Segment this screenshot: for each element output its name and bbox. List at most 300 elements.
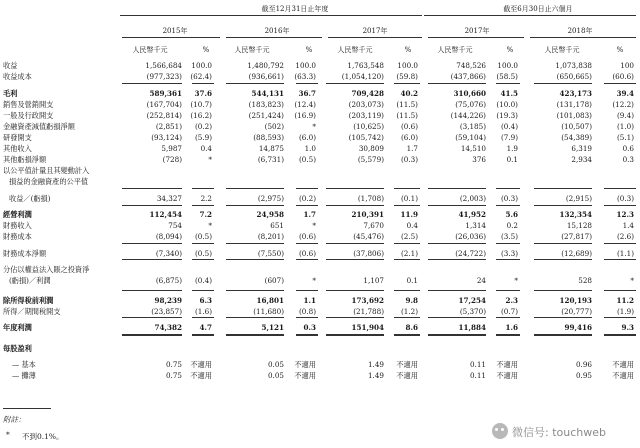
row-cell: 0.05 bbox=[267, 360, 284, 369]
row-cell: (0.6) bbox=[400, 122, 418, 131]
subtotal-rule bbox=[296, 83, 318, 84]
row-cell: 2,934 bbox=[571, 155, 592, 164]
row-cell: * bbox=[312, 122, 316, 131]
subtotal-rule bbox=[604, 317, 636, 318]
row-cell: (252,814) bbox=[146, 111, 182, 120]
subtotal-rule bbox=[496, 243, 520, 244]
row-cell: (144,226) bbox=[450, 111, 486, 120]
table-row bbox=[0, 220, 640, 231]
row-cell: (11.5) bbox=[396, 100, 418, 109]
row-cell: 24,958 bbox=[256, 210, 284, 219]
row-cell: * bbox=[208, 221, 212, 230]
table-row bbox=[0, 143, 640, 154]
subtotal-rule bbox=[428, 243, 486, 244]
table-row bbox=[0, 71, 640, 82]
table-row bbox=[0, 295, 640, 306]
row-label: 收益／(虧損) bbox=[9, 194, 51, 203]
subtotal-rule bbox=[496, 259, 520, 260]
row-cell: 不適用 bbox=[190, 360, 212, 369]
subtotal-rule bbox=[122, 290, 182, 291]
row-cell: (58.5) bbox=[496, 72, 518, 81]
row-cell: 不適用 bbox=[496, 371, 518, 380]
row-cell: 1.4 bbox=[622, 221, 634, 230]
subtotal-rule bbox=[226, 243, 284, 244]
table-row bbox=[0, 343, 640, 354]
row-cell: 1.7 bbox=[406, 144, 418, 153]
row-cell: 1.9 bbox=[506, 144, 518, 153]
subtotal-rule bbox=[428, 290, 486, 291]
row-cell: (203,119) bbox=[348, 111, 384, 120]
header-half-2017: 2017年 bbox=[464, 27, 490, 35]
subtotal-rule bbox=[428, 188, 486, 189]
table-row bbox=[0, 275, 640, 286]
subtotal-rule bbox=[394, 317, 420, 318]
subtotal-rule bbox=[534, 317, 592, 318]
row-cell: (21,788) bbox=[353, 307, 384, 316]
row-label: 收益成本 bbox=[3, 72, 32, 81]
row-cell: (0.3) bbox=[400, 155, 418, 164]
row-label: 年度利潤 bbox=[3, 323, 32, 332]
row-cell: 不適用 bbox=[294, 360, 316, 369]
table-row bbox=[0, 306, 640, 317]
subtotal-rule bbox=[192, 259, 214, 260]
subtotal-rule bbox=[326, 205, 384, 206]
row-label: 財務成本淨額 bbox=[3, 249, 47, 258]
table-row bbox=[0, 88, 640, 99]
row-label: 金融資產減值虧損淨額 bbox=[3, 122, 75, 131]
row-cell: 98,239 bbox=[154, 296, 182, 305]
subtotal-rule bbox=[226, 205, 284, 206]
unit-rmb-2017: 人民幣千元 bbox=[337, 46, 373, 54]
row-label: 經營利潤 bbox=[3, 210, 32, 219]
unit-pct-h2017: % bbox=[506, 46, 514, 54]
row-cell: 1,314 bbox=[465, 221, 486, 230]
row-cell: 15,128 bbox=[566, 221, 592, 230]
unit-pct-2016: % bbox=[305, 46, 313, 54]
row-cell: (16.2) bbox=[190, 111, 212, 120]
row-cell: 0.6 bbox=[622, 144, 634, 153]
row-cell: (27,817) bbox=[561, 232, 592, 241]
row-cell: 651 bbox=[270, 221, 284, 230]
row-cell: 120,193 bbox=[559, 296, 592, 305]
row-cell: (93,124) bbox=[151, 133, 182, 142]
row-cell: 不適用 bbox=[496, 360, 518, 369]
row-cell: 不適用 bbox=[396, 360, 418, 369]
subtotal-rule bbox=[296, 188, 318, 189]
row-cell: (167,704) bbox=[146, 100, 182, 109]
row-cell: (3.3) bbox=[500, 249, 518, 258]
row-label: 以公平值計量且其變動計入 bbox=[3, 166, 90, 175]
subtotal-rule bbox=[192, 205, 214, 206]
row-label: — 攤薄 bbox=[12, 371, 36, 380]
subtotal-rule bbox=[534, 205, 592, 206]
row-label: (虧損)／利潤 bbox=[9, 276, 51, 285]
subtotal-rule bbox=[394, 259, 420, 260]
row-cell: (0.8) bbox=[298, 307, 316, 316]
table-row bbox=[0, 248, 640, 259]
subtotal-rule bbox=[296, 243, 318, 244]
row-cell: (437,866) bbox=[450, 72, 486, 81]
row-cell: (7,340) bbox=[155, 249, 182, 258]
unit-rmb-h2018: 人民幣千元 bbox=[544, 46, 580, 54]
unit-rmb-2015: 人民幣千元 bbox=[132, 46, 168, 54]
row-label: 財務成本 bbox=[3, 232, 32, 241]
row-cell: 41,952 bbox=[458, 210, 486, 219]
row-cell: 100.0 bbox=[295, 61, 316, 70]
row-label: 研發開支 bbox=[3, 133, 32, 142]
row-cell: 6,319 bbox=[571, 144, 592, 153]
header-annual-group: 截至12月31日止年度 bbox=[261, 5, 329, 13]
subtotal-rule bbox=[296, 317, 318, 318]
subtotal-rule bbox=[122, 317, 182, 318]
row-cell: (20,777) bbox=[561, 307, 592, 316]
row-cell: (45,476) bbox=[353, 232, 384, 241]
row-cell: 不適用 bbox=[396, 371, 418, 380]
row-cell: (1,708) bbox=[357, 194, 384, 203]
unit-rmb-2016: 人民幣千元 bbox=[234, 46, 270, 54]
row-cell: (203,073) bbox=[348, 100, 384, 109]
row-cell: 9.8 bbox=[405, 296, 418, 305]
row-cell: 34,327 bbox=[156, 194, 182, 203]
row-cell: (26,036) bbox=[455, 232, 486, 241]
row-cell: (10.7) bbox=[190, 100, 212, 109]
row-cell: (105,742) bbox=[348, 133, 384, 142]
row-cell: 0.11 bbox=[469, 371, 486, 380]
row-cell: 39.4 bbox=[616, 89, 634, 98]
row-cell: (0.1) bbox=[400, 194, 418, 203]
subtotal-rule bbox=[122, 205, 182, 206]
row-cell: 544,131 bbox=[251, 89, 284, 98]
row-label: 分佔以權益法入賬之投資淨 bbox=[3, 265, 90, 274]
table-row bbox=[0, 132, 640, 143]
row-cell: (88,593) bbox=[253, 133, 284, 142]
row-cell: 0.75 bbox=[165, 360, 182, 369]
row-cell: (10.0) bbox=[496, 100, 518, 109]
subtotal-rule bbox=[496, 83, 520, 84]
subtotal-rule bbox=[428, 334, 486, 336]
row-label: — 基本 bbox=[12, 360, 36, 369]
year-rule-h2018 bbox=[530, 37, 636, 38]
subtotal-rule bbox=[192, 243, 214, 244]
row-cell: (0.5) bbox=[298, 155, 316, 164]
row-cell: (24,722) bbox=[455, 249, 486, 258]
row-cell: 不適用 bbox=[612, 360, 634, 369]
row-cell: 1,107 bbox=[363, 276, 384, 285]
row-cell: 0.11 bbox=[469, 360, 486, 369]
subtotal-rule bbox=[394, 334, 420, 336]
row-cell: (2,851) bbox=[155, 122, 182, 131]
row-cell: 0.4 bbox=[406, 221, 418, 230]
subtotal-rule bbox=[192, 334, 214, 336]
row-cell: (6.0) bbox=[400, 133, 418, 142]
row-cell: (251,424) bbox=[248, 111, 284, 120]
row-cell: 1.6 bbox=[505, 323, 518, 332]
row-cell: (1.2) bbox=[400, 307, 418, 316]
subtotal-rule bbox=[326, 188, 384, 189]
row-cell: 5,121 bbox=[261, 323, 284, 332]
row-cell: 9.3 bbox=[621, 323, 634, 332]
row-cell: 7.2 bbox=[199, 210, 212, 219]
row-cell: (19.3) bbox=[496, 111, 518, 120]
row-cell: 17,254 bbox=[458, 296, 486, 305]
header-halfyear-rule bbox=[424, 15, 636, 16]
subtotal-rule bbox=[226, 317, 284, 318]
subtotal-rule bbox=[394, 243, 420, 244]
row-label: 其他虧損淨額 bbox=[3, 155, 47, 164]
subtotal-rule bbox=[226, 334, 284, 336]
row-cell: (0.6) bbox=[298, 232, 316, 241]
subtotal-rule bbox=[394, 188, 420, 189]
row-cell: (0.6) bbox=[298, 249, 316, 258]
row-cell: 24 bbox=[476, 276, 486, 285]
row-cell: 6.3 bbox=[199, 296, 212, 305]
row-cell: (0.3) bbox=[500, 194, 518, 203]
row-cell: 748,526 bbox=[456, 61, 486, 70]
row-cell: (10,507) bbox=[561, 122, 592, 131]
table-row bbox=[0, 264, 640, 275]
row-cell: (2.5) bbox=[400, 232, 418, 241]
row-cell: 0.3 bbox=[622, 155, 634, 164]
row-cell: (936,661) bbox=[248, 72, 284, 81]
row-cell: 528 bbox=[578, 276, 592, 285]
subtotal-rule bbox=[428, 205, 486, 206]
subtotal-rule bbox=[192, 290, 214, 291]
subtotal-rule bbox=[326, 243, 384, 244]
subtotal-rule bbox=[296, 290, 318, 291]
row-label: 財務收入 bbox=[3, 221, 32, 230]
subtotal-rule bbox=[496, 290, 520, 291]
unit-pct-h2018: % bbox=[616, 46, 624, 54]
footnote-text: 不到0.1%。 bbox=[22, 432, 64, 441]
subtotal-rule bbox=[604, 205, 636, 206]
table-row bbox=[0, 231, 640, 242]
table-row bbox=[0, 121, 640, 132]
row-cell: 100.0 bbox=[191, 61, 212, 70]
year-rule-2016 bbox=[226, 37, 322, 38]
subtotal-rule bbox=[326, 290, 384, 291]
row-cell: (16.9) bbox=[294, 111, 316, 120]
row-cell: 0.05 bbox=[267, 371, 284, 380]
row-cell: (2,915) bbox=[565, 194, 592, 203]
row-cell: (8,201) bbox=[257, 232, 284, 241]
row-cell: (2,975) bbox=[257, 194, 284, 203]
row-cell: (75,076) bbox=[455, 100, 486, 109]
row-cell: 1,763,548 bbox=[347, 61, 384, 70]
subtotal-rule bbox=[604, 259, 636, 260]
subtotal-rule bbox=[604, 290, 636, 291]
row-label: 損益的金融資產的公平值 bbox=[9, 177, 89, 186]
row-cell: (0.2) bbox=[298, 194, 316, 203]
row-cell: (12.4) bbox=[294, 100, 316, 109]
row-cell: * bbox=[312, 276, 316, 285]
row-cell: 0.4 bbox=[200, 144, 212, 153]
row-cell: 1,073,838 bbox=[555, 61, 592, 70]
subtotal-rule bbox=[428, 83, 486, 84]
row-cell: 0.2 bbox=[506, 221, 518, 230]
row-cell: 709,428 bbox=[351, 89, 384, 98]
row-cell: 100.0 bbox=[397, 61, 418, 70]
subtotal-rule bbox=[534, 188, 592, 189]
row-cell: 1.49 bbox=[367, 360, 384, 369]
row-cell: 0.1 bbox=[506, 155, 518, 164]
subtotal-rule bbox=[604, 334, 636, 336]
subtotal-rule bbox=[122, 334, 182, 336]
row-cell: (502) bbox=[264, 122, 284, 131]
watermark-text: 微信号: touchweb bbox=[512, 426, 606, 439]
row-cell: 1.1 bbox=[303, 296, 316, 305]
subtotal-rule bbox=[122, 188, 182, 189]
row-cell: (7.9) bbox=[500, 133, 518, 142]
row-cell: (23,857) bbox=[151, 307, 182, 316]
row-cell: 5.6 bbox=[505, 210, 518, 219]
row-cell: (2.1) bbox=[400, 249, 418, 258]
subtotal-rule bbox=[496, 317, 520, 318]
table-row bbox=[0, 60, 640, 71]
row-cell: 0.75 bbox=[165, 371, 182, 380]
row-cell: (6,731) bbox=[257, 155, 284, 164]
row-cell: 173,692 bbox=[351, 296, 384, 305]
row-cell: 74,382 bbox=[154, 323, 182, 332]
row-cell: (1,054,120) bbox=[341, 72, 384, 81]
row-cell: 2.3 bbox=[505, 296, 518, 305]
subtotal-rule bbox=[534, 243, 592, 244]
row-cell: (9.4) bbox=[616, 111, 634, 120]
subtotal-rule bbox=[226, 188, 284, 189]
row-cell: 589,361 bbox=[149, 89, 182, 98]
subtotal-rule bbox=[496, 205, 520, 206]
table-row bbox=[0, 359, 640, 370]
row-cell: 423,173 bbox=[559, 89, 592, 98]
subtotal-rule bbox=[192, 83, 214, 84]
row-cell: 41.5 bbox=[500, 89, 518, 98]
row-cell: (60.6) bbox=[612, 72, 634, 81]
row-cell: (0.4) bbox=[194, 276, 212, 285]
subtotal-rule bbox=[394, 290, 420, 291]
row-cell: * bbox=[514, 276, 518, 285]
row-cell: (5,370) bbox=[459, 307, 486, 316]
row-cell: (10,625) bbox=[353, 122, 384, 131]
row-label: 其他收入 bbox=[3, 144, 32, 153]
row-cell: (63.3) bbox=[294, 72, 316, 81]
subtotal-rule bbox=[496, 334, 520, 336]
subtotal-rule bbox=[326, 334, 384, 336]
unit-pct-2017: % bbox=[404, 46, 412, 54]
row-cell: 2.2 bbox=[200, 194, 212, 203]
subtotal-rule bbox=[226, 83, 284, 84]
row-cell: (650,665) bbox=[556, 72, 592, 81]
row-cell: (2.6) bbox=[616, 232, 634, 241]
row-cell: (101,083) bbox=[556, 111, 592, 120]
row-label: 除所得稅前利潤 bbox=[3, 296, 54, 305]
row-cell: 112,454 bbox=[149, 210, 182, 219]
row-cell: 1.0 bbox=[304, 144, 316, 153]
row-cell: (0.3) bbox=[616, 194, 634, 203]
row-cell: (1.9) bbox=[616, 307, 634, 316]
row-cell: (59.8) bbox=[396, 72, 418, 81]
row-label: 銷售及營銷開支 bbox=[3, 100, 54, 109]
subtotal-rule bbox=[604, 83, 636, 84]
subtotal-rule bbox=[534, 290, 592, 291]
row-cell: 0.95 bbox=[575, 371, 592, 380]
year-rule-2015 bbox=[122, 37, 220, 38]
subtotal-rule bbox=[192, 317, 214, 318]
row-cell: 30,809 bbox=[358, 144, 384, 153]
row-cell: 1.49 bbox=[367, 371, 384, 380]
subtotal-rule bbox=[496, 188, 520, 189]
row-cell: 11,884 bbox=[458, 323, 486, 332]
wechat-icon bbox=[492, 423, 508, 439]
table-row bbox=[0, 370, 640, 381]
header-year-2016: 2016年 bbox=[264, 27, 290, 35]
footnote-star: * bbox=[6, 430, 10, 439]
subtotal-rule bbox=[428, 317, 486, 318]
row-cell: (6.0) bbox=[298, 133, 316, 142]
row-cell: 4.7 bbox=[199, 323, 212, 332]
row-cell: 132,354 bbox=[559, 210, 592, 219]
subtotal-rule bbox=[604, 243, 636, 244]
table-row bbox=[0, 193, 640, 204]
table-row bbox=[0, 99, 640, 110]
row-cell: (0.7) bbox=[500, 307, 518, 316]
row-cell: 100.0 bbox=[497, 61, 518, 70]
subtotal-rule bbox=[226, 290, 284, 291]
row-cell: (5,579) bbox=[357, 155, 384, 164]
row-cell: 40.2 bbox=[400, 89, 418, 98]
row-cell: 37.6 bbox=[194, 89, 212, 98]
row-cell: (37,806) bbox=[353, 249, 384, 258]
row-cell: (5.9) bbox=[194, 133, 212, 142]
row-cell: 36.7 bbox=[298, 89, 316, 98]
row-cell: 不適用 bbox=[190, 371, 212, 380]
row-cell: (12,689) bbox=[561, 249, 592, 258]
row-cell: 0.3 bbox=[303, 323, 316, 332]
row-cell: 8.6 bbox=[405, 323, 418, 332]
subtotal-rule bbox=[394, 205, 420, 206]
row-cell: (0.5) bbox=[194, 232, 212, 241]
row-cell: 16,801 bbox=[256, 296, 284, 305]
table-row bbox=[0, 165, 640, 176]
unit-rmb-h2017: 人民幣千元 bbox=[437, 46, 473, 54]
row-cell: (3.5) bbox=[500, 232, 518, 241]
row-cell: 14,510 bbox=[460, 144, 486, 153]
table-row bbox=[0, 154, 640, 165]
subtotal-rule bbox=[604, 188, 636, 189]
row-cell: 5,987 bbox=[161, 144, 182, 153]
subtotal-rule bbox=[534, 334, 592, 336]
row-label: 毛利 bbox=[3, 89, 18, 98]
row-cell: (3,185) bbox=[459, 122, 486, 131]
row-cell: 不適用 bbox=[294, 371, 316, 380]
row-cell: 不適用 bbox=[612, 371, 634, 380]
row-cell: 7,670 bbox=[363, 221, 384, 230]
header-annual-rule bbox=[120, 15, 422, 16]
row-cell: * bbox=[630, 276, 634, 285]
header-year-2015: 2015年 bbox=[162, 27, 188, 35]
subtotal-rule bbox=[226, 259, 284, 260]
row-cell: (607) bbox=[264, 276, 284, 285]
footnote-rule bbox=[3, 408, 51, 409]
header-year-2017: 2017年 bbox=[362, 27, 388, 35]
row-cell: (5.1) bbox=[616, 133, 634, 142]
subtotal-rule bbox=[394, 83, 420, 84]
row-cell: (1.0) bbox=[616, 122, 634, 131]
subtotal-rule bbox=[296, 205, 318, 206]
table-row bbox=[0, 110, 640, 121]
table-row bbox=[0, 209, 640, 220]
row-cell: (11,680) bbox=[253, 307, 284, 316]
row-cell: 11.9 bbox=[400, 210, 418, 219]
row-cell: (2,003) bbox=[459, 194, 486, 203]
